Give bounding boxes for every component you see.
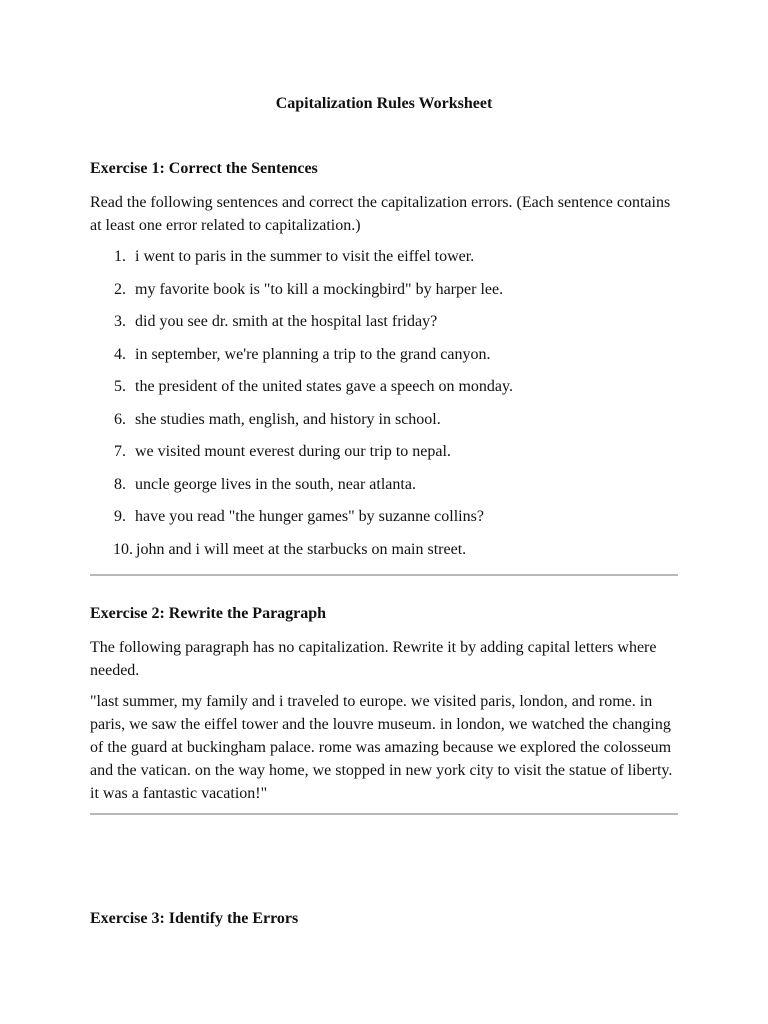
list-item-number: 9. — [114, 508, 126, 525]
list-item-text: john and i will meet at the starbucks on main street. — [136, 540, 467, 558]
list-item-number: 6. — [114, 410, 126, 428]
list-item-text: uncle george lives in the south, near atlanta. — [135, 475, 416, 493]
list-item-text: she studies math, english, and history in school. — [135, 410, 441, 428]
list-item — [90, 538, 678, 571]
list-item — [90, 278, 678, 311]
list-item — [90, 375, 678, 408]
exercise-1-instructions: Read the following sentences and correct the capitalization errors. (Each sentence contains at least one error related to capitalization.) — [90, 194, 671, 234]
section-divider — [90, 813, 678, 815]
list-item-number: 5. — [114, 378, 126, 395]
list-item — [90, 245, 678, 278]
list-item-number: 4. — [114, 345, 126, 363]
list-item-text: did you see dr. smith at the hospital last friday? — [135, 313, 438, 330]
list-item — [90, 505, 678, 538]
list-item-text: have you read "the hunger games" by suzanne collins? — [135, 508, 484, 525]
page-title: Capitalization Rules Worksheet — [275, 95, 493, 112]
list-item — [90, 343, 678, 376]
exercise-3-heading: Exercise 3: Identify the Errors — [90, 910, 299, 927]
list-item-text: my favorite book is "to kill a mockingbird" by harper lee. — [135, 280, 504, 298]
section-divider — [90, 574, 678, 576]
list-item — [90, 473, 678, 506]
exercise-2-paragraph: "last summer, my family and i traveled to europe. we visited paris, london, and rome. in paris, we saw the eiffel tower and the louvre museum. in london, we watched the changing of the guard at buckingham palace. rome was amazing because we explored the colosseum and the vatican. on the way home, we stopped in new york city to visit the statue of liberty. it was a fantastic vacation!" — [90, 693, 673, 802]
list-item-text: i went to paris in the summer to visit the eiffel tower. — [135, 248, 475, 265]
list-item-text: we visited mount everest during our trip to nepal. — [135, 443, 451, 460]
list-item-number: 8. — [114, 475, 126, 493]
exercise-1-heading: Exercise 1: Correct the Sentences — [90, 160, 318, 177]
list-item-number: 3. — [114, 313, 126, 330]
exercise-2-heading: Exercise 2: Rewrite the Paragraph — [90, 605, 327, 622]
list-item — [90, 310, 678, 343]
list-item-number: 10. — [113, 540, 133, 558]
list-item-text: in september, we're planning a trip to the grand canyon. — [135, 345, 491, 363]
list-item-number: 1. — [114, 248, 126, 265]
list-item-number: 7. — [114, 443, 126, 460]
list-item — [90, 440, 678, 473]
exercise-2-instructions: The following paragraph has no capitalization. Rewrite it by adding capital letters where needed. — [90, 639, 657, 679]
list-item-text: the president of the united states gave a speech on monday. — [135, 378, 513, 395]
list-item — [90, 408, 678, 441]
list-item-number: 2. — [114, 280, 126, 298]
exercise-1-sentence-list — [90, 245, 678, 570]
